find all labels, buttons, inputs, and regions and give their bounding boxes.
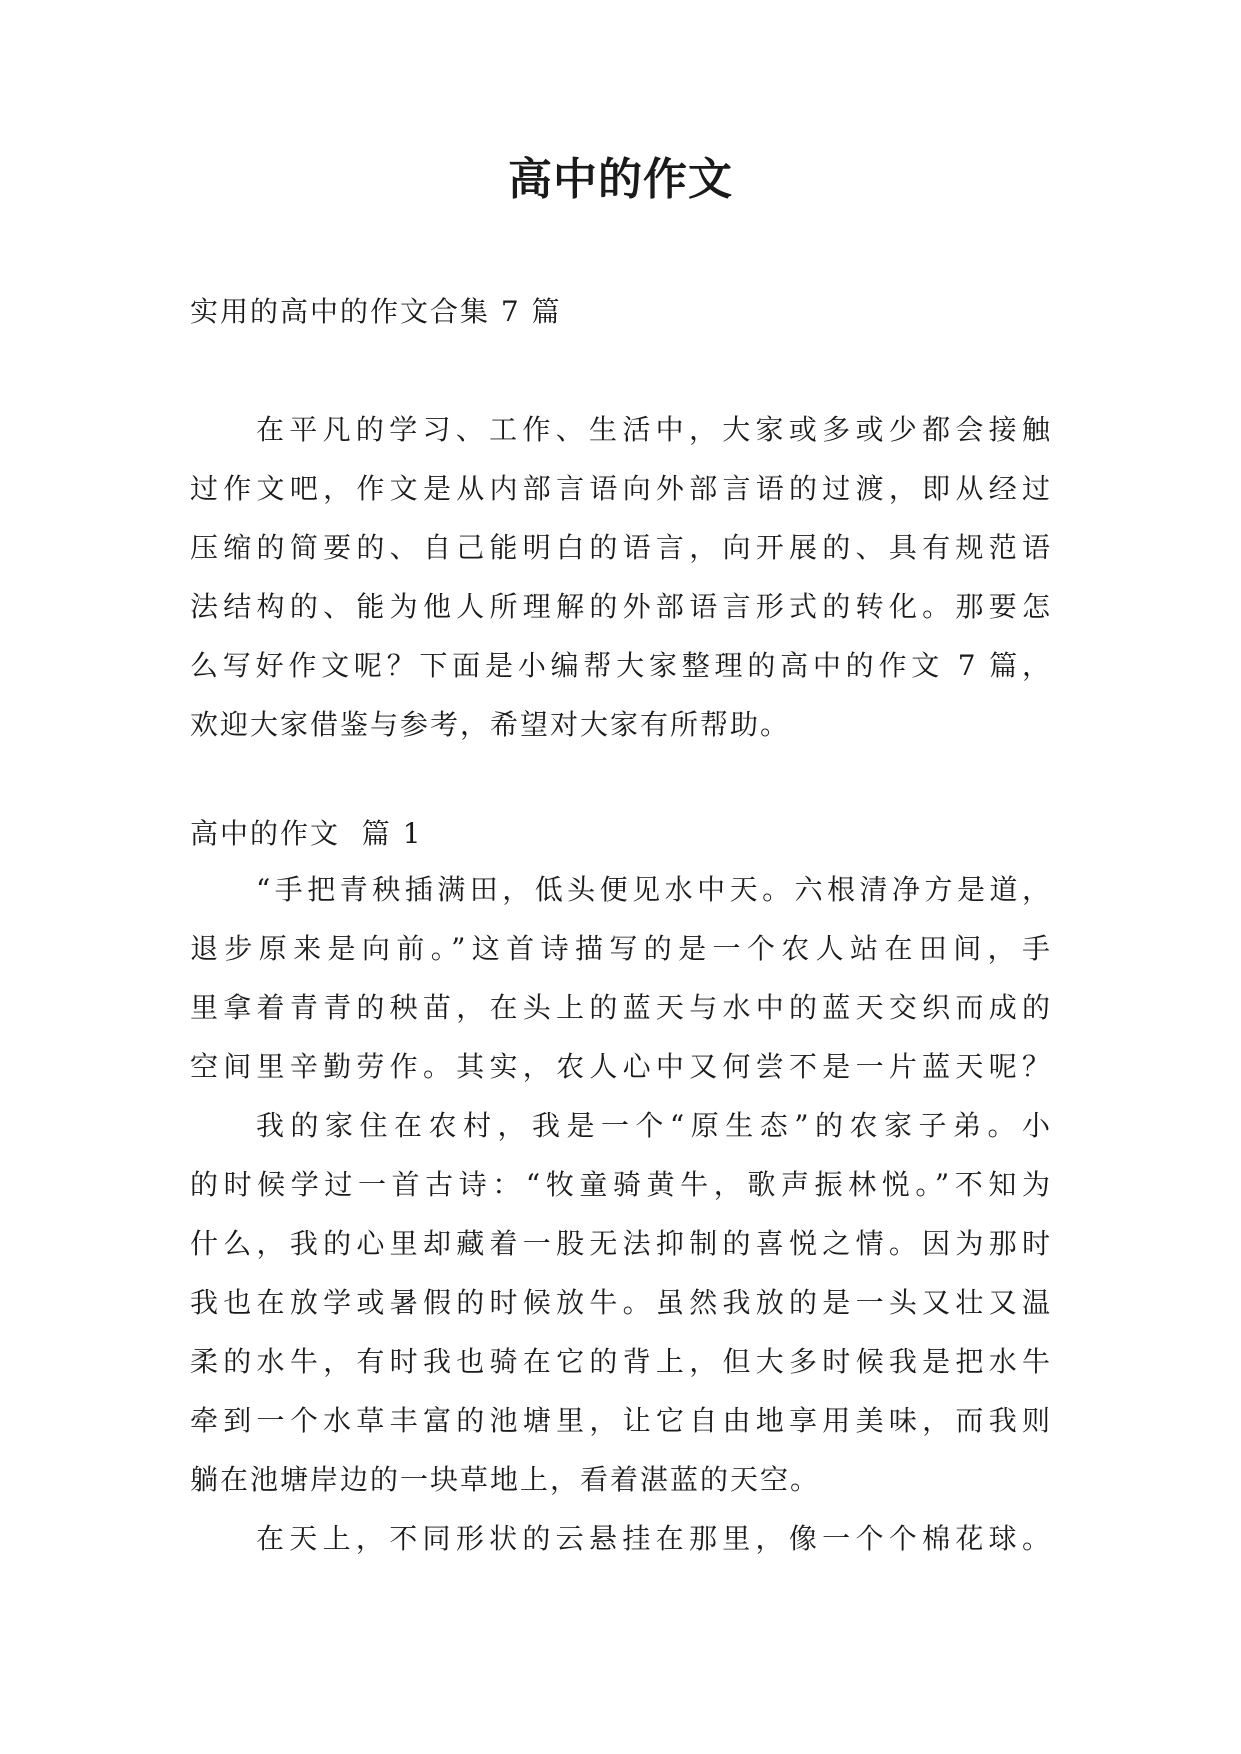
body-line: 牵到一个水草丰富的池塘里，让它自由地享用美味，而我则 bbox=[190, 1404, 1050, 1437]
body-line: “手把青秧插满田，低头便见水中天。六根清净方是道， bbox=[256, 873, 1050, 906]
intro-line: 欢迎大家借鉴与参考，希望对大家有所帮助。 bbox=[190, 708, 791, 741]
body-line: 我也在放学或暑假的时候放牛。虽然我放的是一头又壮又温 bbox=[190, 1286, 1050, 1319]
body-line: 退步原来是向前。”这首诗描写的是一个农人站在田间，手 bbox=[190, 932, 1050, 965]
body-line: 什么，我的心里却藏着一股无法抑制的喜悦之情。因为那时 bbox=[190, 1227, 1050, 1260]
body-line: 在天上，不同形状的云悬挂在那里，像一个个棉花球。 bbox=[256, 1522, 1050, 1555]
body-line: 柔的水牛，有时我也骑在它的背上，但大多时候我是把水牛 bbox=[190, 1345, 1050, 1378]
body-line: 的时候学过一首古诗：“牧童骑黄牛，歌声振林悦。”不知为 bbox=[190, 1168, 1050, 1201]
intro-line: 压缩的简要的、自己能明白的语言，向开展的、具有规范语 bbox=[190, 531, 1050, 564]
body-line: 躺在池塘岸边的一块草地上，看着湛蓝的天空。 bbox=[190, 1463, 821, 1496]
document-title: 高中的作文 bbox=[508, 154, 733, 205]
intro-paragraph bbox=[190, 400, 1050, 754]
document-subtitle: 实用的高中的作文合集 7 篇 bbox=[190, 295, 562, 328]
intro-line: 么写好作文呢？下面是小编帮大家整理的高中的作文 7 篇， bbox=[190, 649, 1050, 682]
essay-body bbox=[190, 860, 1050, 1568]
section-heading: 高中的作文 篇 1 bbox=[190, 817, 423, 850]
intro-line: 在平凡的学习、工作、生活中，大家或多或少都会接触 bbox=[256, 413, 1050, 446]
intro-line: 过作文吧，作文是从内部言语向外部言语的过渡，即从经过 bbox=[190, 472, 1050, 505]
body-line: 里拿着青青的秧苗，在头上的蓝天与水中的蓝天交织而成的 bbox=[190, 991, 1050, 1024]
intro-line: 法结构的、能为他人所理解的外部语言形式的转化。那要怎 bbox=[190, 590, 1050, 623]
body-line: 空间里辛勤劳作。其实，农人心中又何尝不是一片蓝天呢？ bbox=[190, 1050, 1050, 1083]
body-line: 我的家住在农村，我是一个“原生态”的农家子弟。小 bbox=[256, 1109, 1050, 1142]
